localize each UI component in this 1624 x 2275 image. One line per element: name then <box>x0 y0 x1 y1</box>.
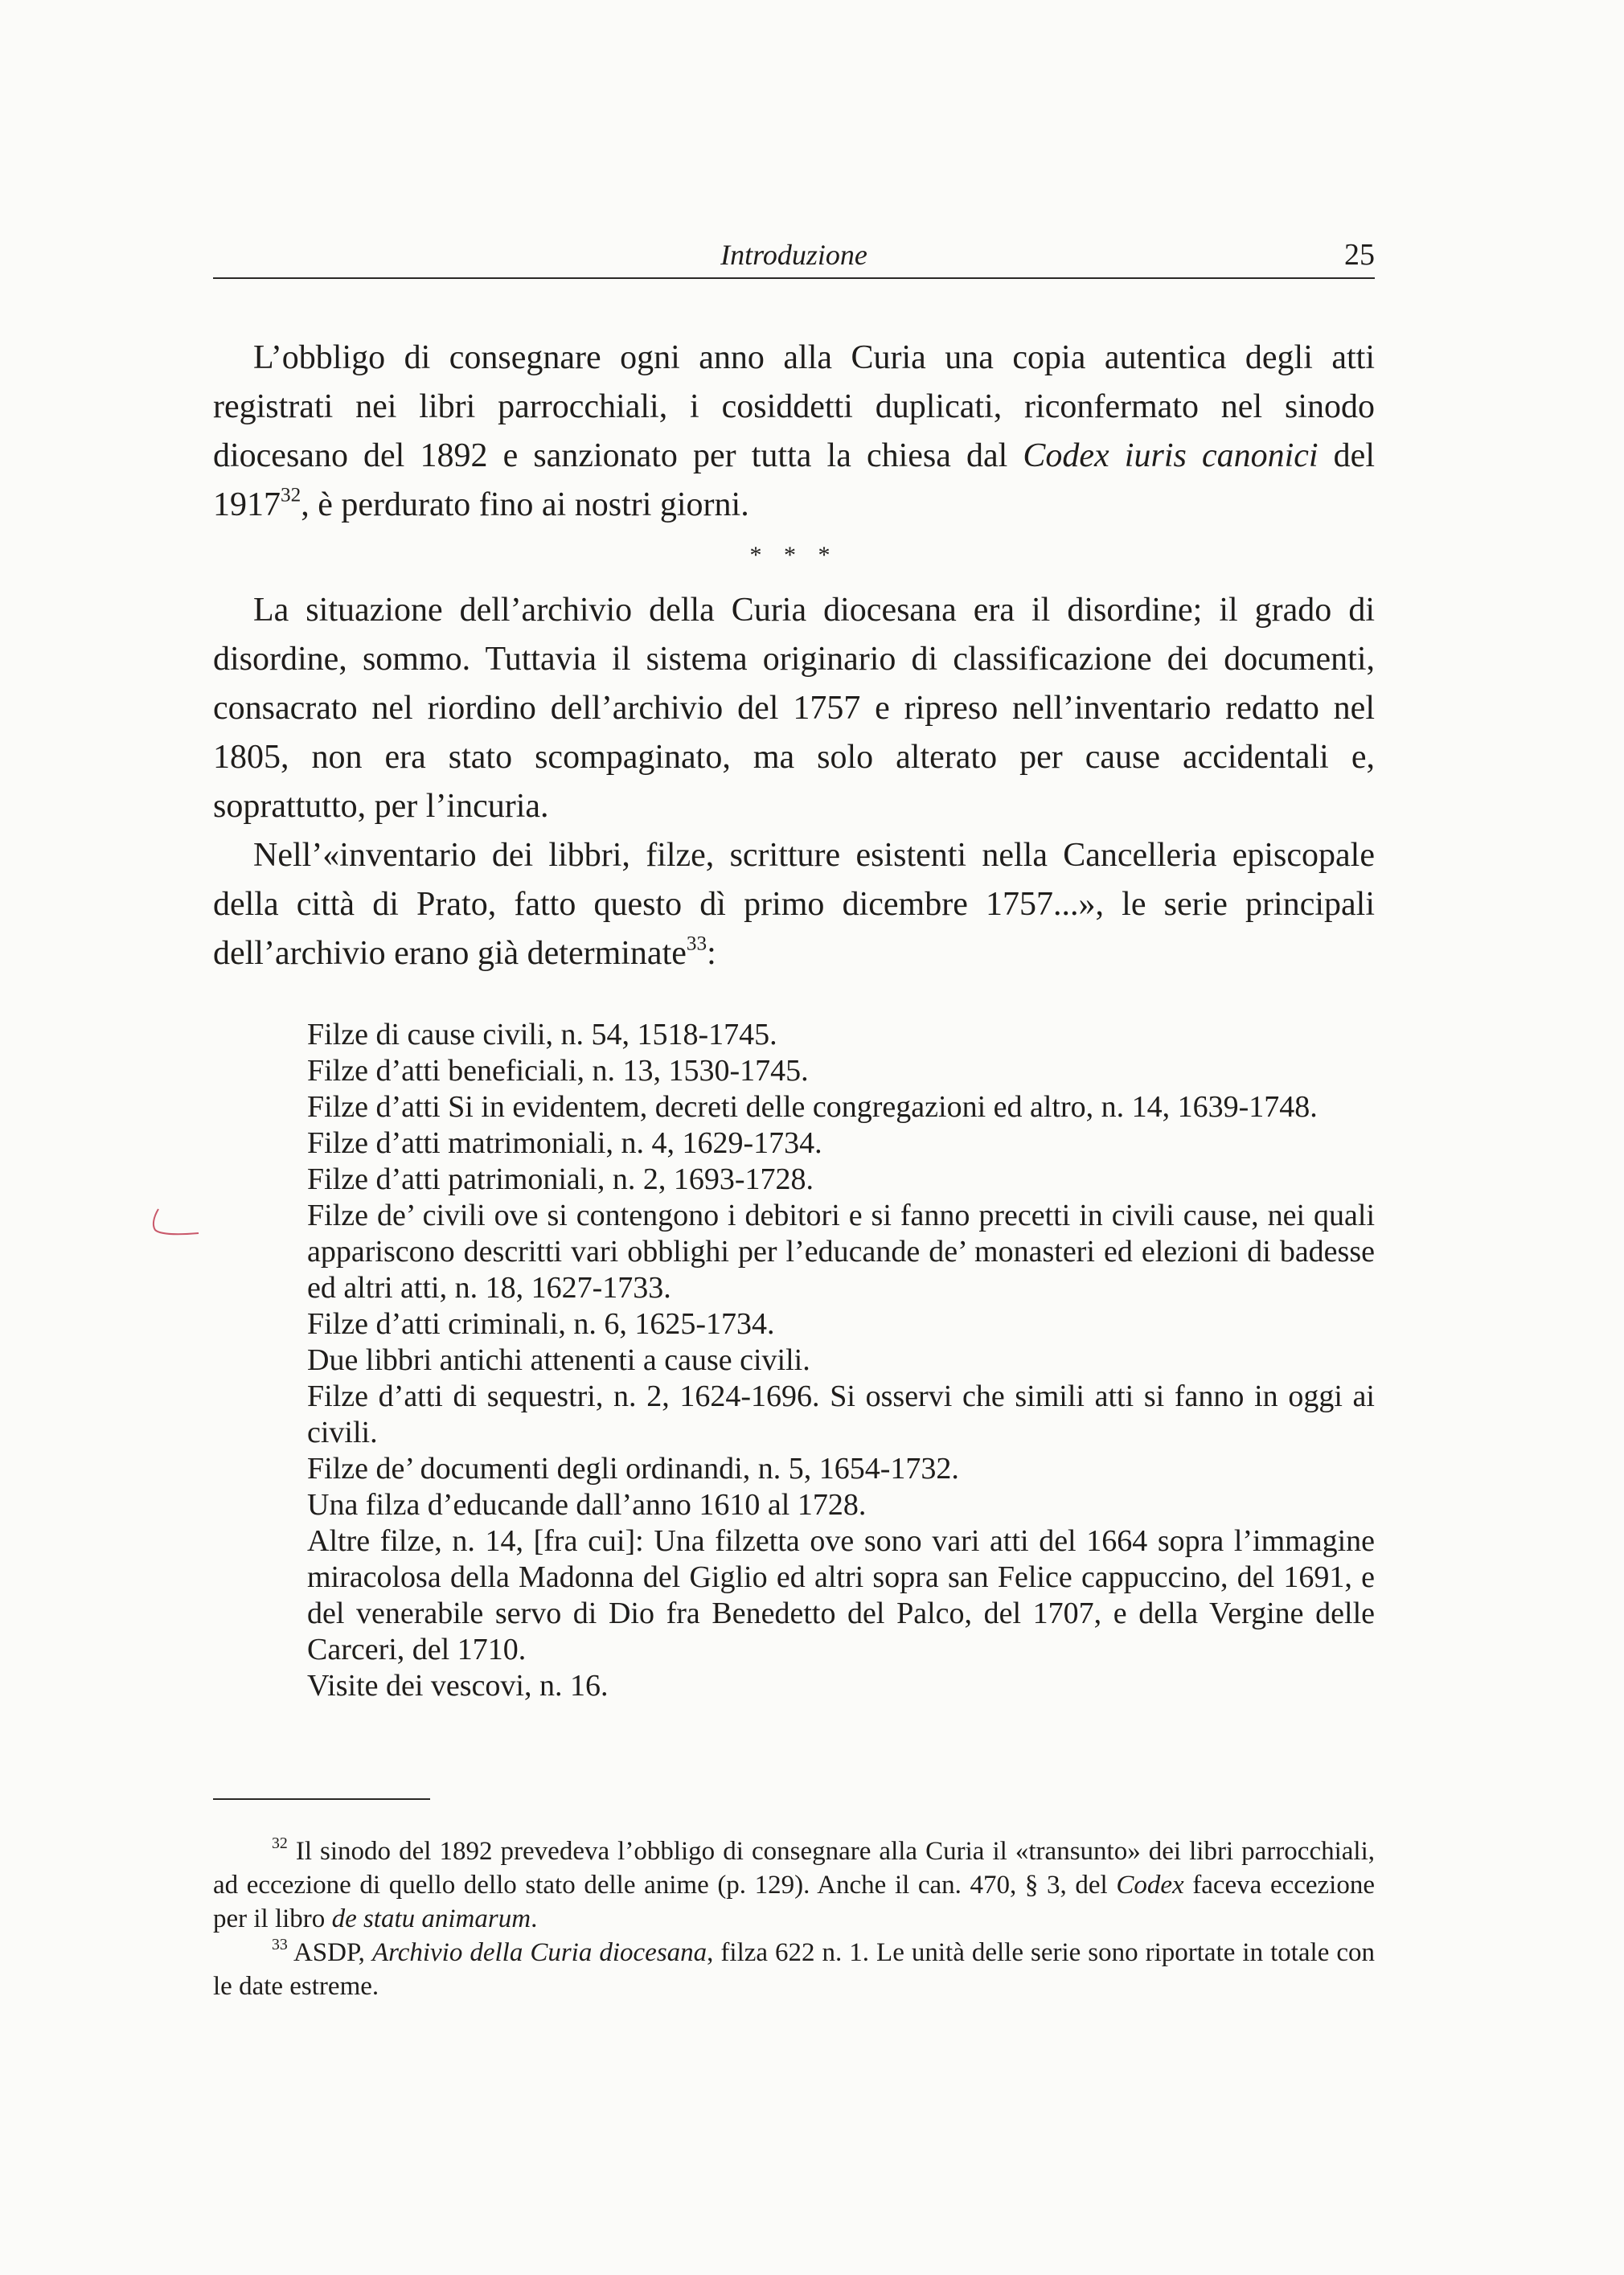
inventory-item: Filze d’atti di sequestri, n. 2, 1624-1696. Si osservi che simili atti si fanno in oggi ai civili. <box>307 1379 1375 1449</box>
footnote-32-text-c: faceva eccezione per il libro <box>213 1871 1375 1933</box>
footnote-33 <box>213 1936 1375 2003</box>
paragraph-1-text-a: L’obbligo di consegnare ogni anno alla Curia una copia autentica degli atti registrati nei libri parrocchiali, i cosiddetti duplicati, riconfermato nel sinodo diocesano del 1892 e sanzionato per tutta la chiesa dal <box>213 339 1375 474</box>
footnote-33-archive-title: Archivio della Curia diocesana <box>371 1938 707 1967</box>
codex-title: Codex iuris canonici <box>1023 437 1318 474</box>
running-head <box>213 237 1375 279</box>
footnote-33-text-a: ASDP, <box>287 1938 372 1967</box>
footnote-33-text-c: , filza 622 n. 1. Le unità delle serie sono riportate in totale con le date estreme. <box>213 1938 1376 2001</box>
inventory-item: Filze de’ civili ove si contengono i debitori e si fanno precetti in civili cause, nei quali appariscono descritti vari obblighi per l’educande de’ monasteri ed elezioni di badesse ed altri atti, n. 18, 1627-1733. <box>307 1199 1375 1305</box>
section-break-asterism: * * * <box>749 542 839 568</box>
inventory-item: Filze d’atti patrimoniali, n. 2, 1693-1728. <box>307 1162 814 1196</box>
paragraph-2: La situazione dell’archivio della Curia diocesana era il disordine; il grado di disordine, sommo. Tuttavia il sistema originario di classificazione dei documenti, consacrato nel riordino dell’archivio del 1757 e ripreso nell’inventario redatto nel 1805, non era stato scompaginato, ma solo alterato per cause accidentali e, soprattutto, per l’incuria. <box>213 592 1375 825</box>
inventory-item: Filze de’ documenti degli ordinandi, n. 5, 1654-1732. <box>307 1452 959 1486</box>
inventory-item: Una filza d’educande dall’anno 1610 al 1728. <box>307 1488 867 1522</box>
footnote-32-de-statu: de statu animarum <box>331 1904 531 1933</box>
footnote-ref-32: 32 <box>281 484 301 506</box>
footnote-32-text-e: . <box>531 1904 538 1933</box>
inventory-item: Filze d’atti matrimoniali, n. 4, 1629-1734. <box>307 1126 822 1160</box>
inventory-item: Filze di cause civili, n. 54, 1518-1745. <box>307 1018 777 1051</box>
paragraph-1-text-d: , è perdurato fino ai nostri giorni. <box>301 486 749 523</box>
footnote-number-33: 33 <box>272 1936 288 1954</box>
footnotes <box>213 1834 1375 2003</box>
inventory-item: Filze d’atti Si in evidentem, decreti delle congregazioni ed altro, n. 14, 1639-1748. <box>307 1090 1318 1124</box>
inventory-item: Filze d’atti criminali, n. 6, 1625-1734. <box>307 1307 775 1341</box>
footnote-32 <box>213 1834 1375 1936</box>
footnote-32-text-a: Il sinodo del 1892 prevedeva l’obbligo di consegnare alla Curia il «transunto» dei libri parrocchiali, ad eccezione di quello dello stato delle anime (p. 129). Anche il can. 470, § 3, del <box>213 1837 1375 1900</box>
inventory-item: Visite dei vescovi, n. 16. <box>307 1669 609 1703</box>
footnote-ref-33: 33 <box>686 933 707 955</box>
paragraph-1 <box>213 334 1375 530</box>
body-text <box>213 334 1375 1704</box>
paragraph-1-text-c: del 1917 <box>213 437 1375 523</box>
footnote-divider <box>213 1798 430 1800</box>
footnote-number-32: 32 <box>272 1834 288 1853</box>
inventory-item: Altre filze, n. 14, [fra cui]: Una filzetta ove sono vari atti del 1664 sopra l’immagine miracolosa della Madonna del Giglio ed altri sopra san Felice cappuccino, del 1691, e del venerabile servo di Dio fra Benedetto del Palco, del 1707, e della Vergine delle Carceri, del 1710. <box>307 1524 1375 1666</box>
page-number: 25 <box>1344 238 1375 272</box>
running-title: Introduzione <box>720 239 867 271</box>
footnote-32-codex: Codex <box>1116 1871 1184 1900</box>
pen-mark-icon <box>149 1206 205 1246</box>
paragraph-3-text-a: Nell’«inventario dei libbri, filze, scritture esistenti nella Cancelleria episcopale della città di Prato, fatto questo dì primo dicembre 1757...», le serie principali dell’archivio erano già determinate <box>213 837 1375 972</box>
paragraph-3 <box>213 831 1375 978</box>
inventory-item: Due libbri antichi attenenti a cause civili. <box>307 1343 810 1377</box>
inventory-list <box>213 1017 1375 1704</box>
paragraph-3-text-b: : <box>707 935 716 972</box>
inventory-item: Filze d’atti beneficiali, n. 13, 1530-1745. <box>307 1054 809 1088</box>
